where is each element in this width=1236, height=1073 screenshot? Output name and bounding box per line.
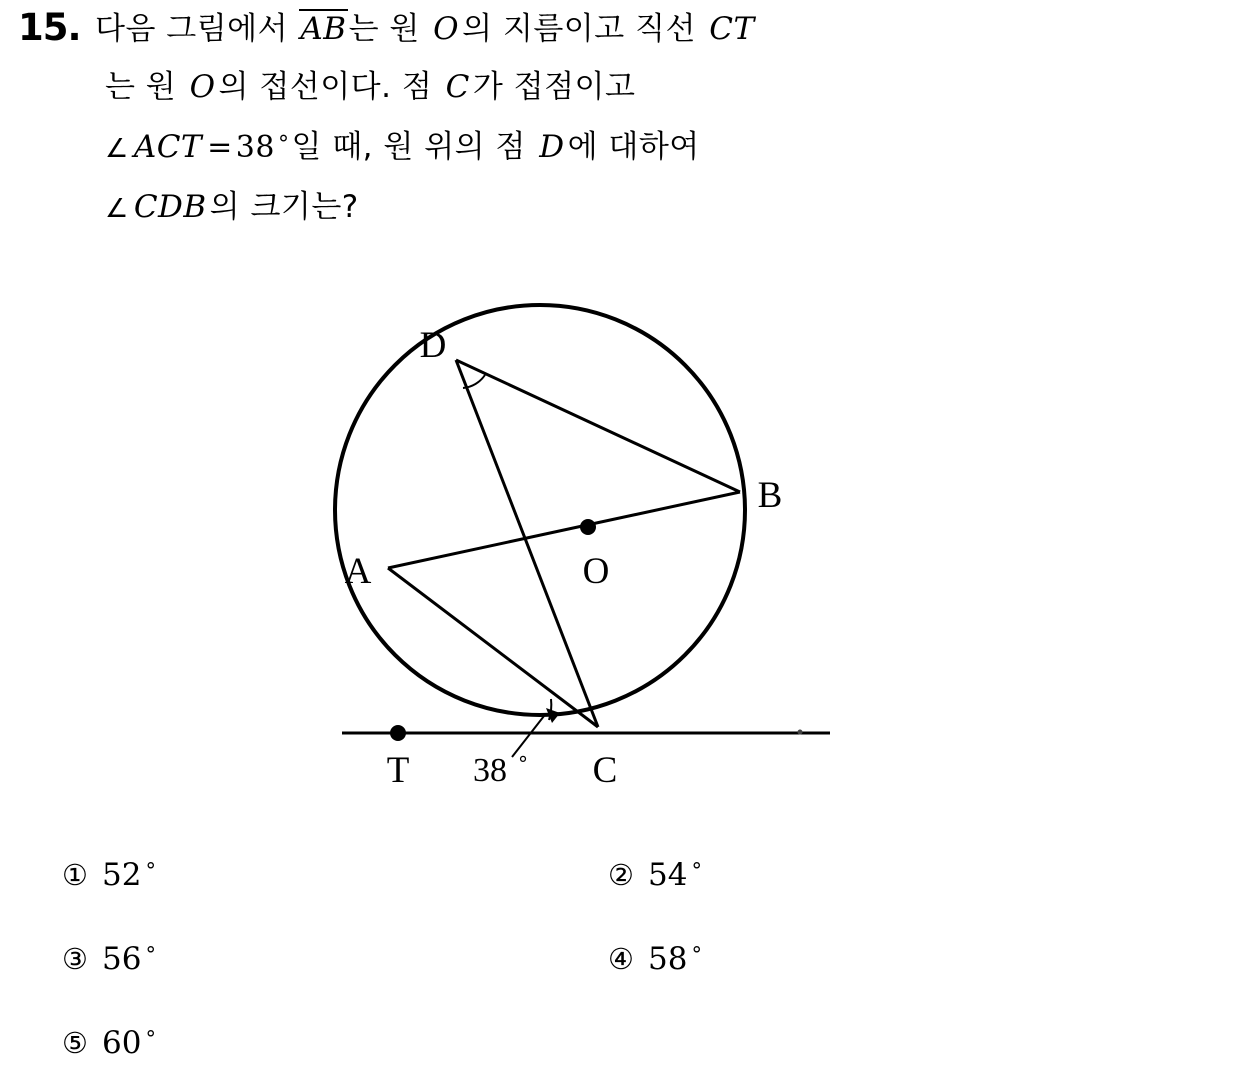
choice-marker: ④ [608,942,634,976]
point-o: O [433,11,460,47]
point-o: O [189,69,216,105]
angle-cdb: CDB [133,189,207,225]
degree-symbol: ° [145,943,156,967]
choice-option-1[interactable] [62,857,156,893]
stem-text: 는 원 [105,69,187,105]
degree-symbol: ° [145,1027,156,1051]
label-angle-degree: ° [518,752,528,776]
question-text [95,0,1195,238]
geometry-figure [330,295,870,805]
stem-text: 일 때, 원 위의 점 [291,129,537,165]
stem-text: 가 접점이고 [472,69,636,105]
degree-symbol: ° [145,859,156,883]
angle-act-value: 38 [235,130,275,165]
choice-option-4[interactable] [608,941,702,977]
line-ct: CT [709,11,755,47]
label-o: O [582,551,610,592]
stem-text: 는 원 [348,11,431,47]
choice-option-5[interactable] [62,1025,156,1061]
choice-marker: ② [608,858,634,892]
angle-symbol-icon: ∠ [105,134,129,164]
question-line-1 [95,0,1195,58]
equals-symbol: = [207,130,233,165]
label-b: B [757,475,783,516]
center-point-o [580,519,596,535]
choice-value: 58 [648,941,688,977]
choice-value: 56 [102,941,142,977]
choice-marker: ⑤ [62,1026,88,1060]
choice-option-3[interactable] [62,941,156,977]
point-c: C [445,69,470,105]
label-a: A [344,551,372,592]
choice-option-2[interactable] [608,857,702,893]
stem-text: 의 크기는? [209,189,359,225]
question-number: 15. [18,6,81,49]
stem-text: 다음 그림에서 [95,11,299,47]
angle-act: ACT [133,129,203,165]
diameter-ab [388,492,740,568]
label-t: T [386,750,410,791]
choice-marker: ③ [62,942,88,976]
label-angle-value: 38 [473,752,507,789]
question-line-4 [95,178,1195,238]
label-d: D [419,325,447,366]
stem-text: 의 접선이다. 점 [218,69,443,105]
degree-symbol: ° [277,132,290,157]
question-line-2 [95,58,1195,116]
choice-value: 52 [102,857,142,893]
point-marker-t [390,725,406,741]
segment-ab: AB [300,11,347,47]
choice-value: 60 [102,1025,142,1061]
label-c: C [592,750,618,791]
question-line-3 [95,116,1195,178]
choice-marker: ① [62,858,88,892]
angle-symbol-icon: ∠ [105,194,129,224]
circle-o [335,305,745,715]
stem-text: 의 지름이고 직선 [462,11,707,47]
degree-symbol: ° [691,943,702,967]
degree-symbol: ° [691,859,702,883]
stem-text: 에 대하여 [567,129,700,165]
point-d: D [539,129,565,165]
choice-value: 54 [648,857,688,893]
tangent-end-tick [798,730,803,735]
angle-leader-line [512,716,544,757]
